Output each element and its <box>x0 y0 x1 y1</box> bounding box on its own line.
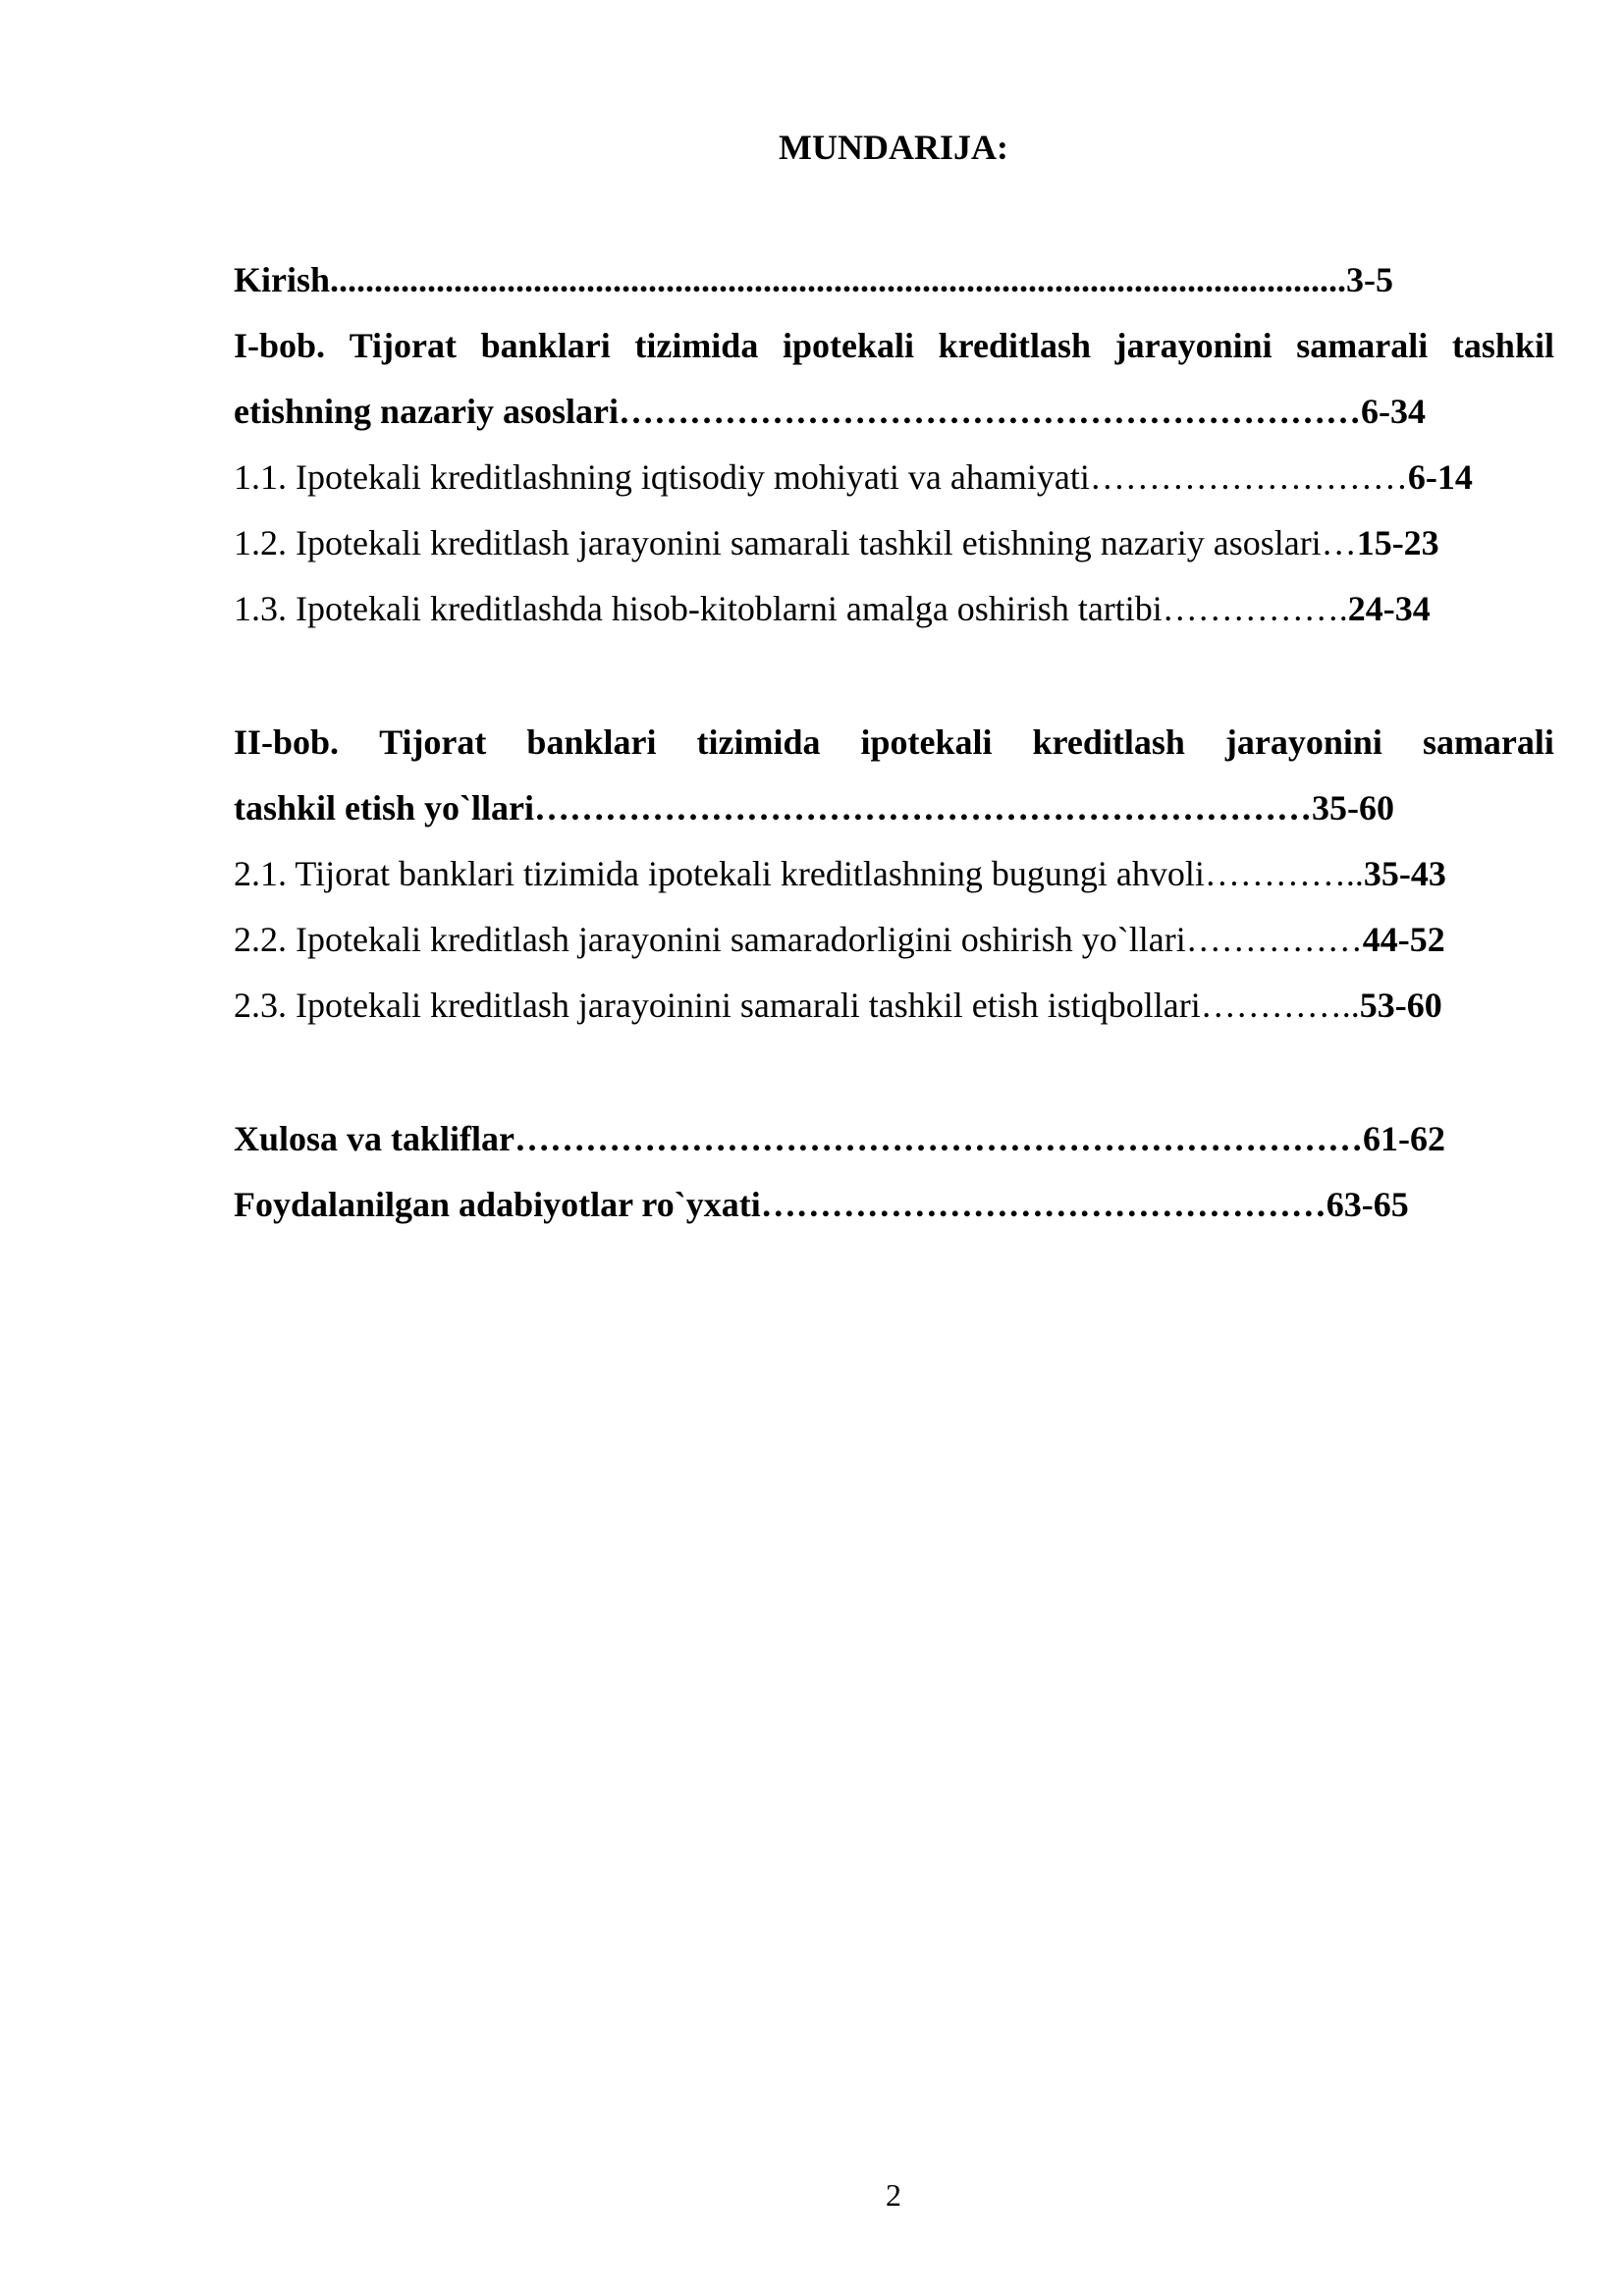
toc-entry-pages: 6-14 <box>1407 457 1473 497</box>
toc-section-2-1[interactable] <box>234 852 1446 895</box>
toc-entry-label: 1.1. Ipotekali kreditlashning iqtisodiy mohiyati va ahamiyati……………………… <box>234 457 1408 497</box>
toc-entry-pages: 24-34 <box>1347 589 1431 628</box>
toc-section-2-2[interactable] <box>234 918 1445 961</box>
toc-section-1-3[interactable] <box>234 587 1431 630</box>
toc-entry-label: Xulosa va takliflar……………………………………………………………… <box>234 1119 1364 1158</box>
heading-word: samarali <box>1422 722 1554 762</box>
heading-word: tizimida <box>696 722 821 762</box>
toc-section-1-2[interactable] <box>234 521 1439 564</box>
heading-word: samarali <box>1296 326 1429 365</box>
heading-word: tizimida <box>634 326 759 365</box>
toc-entry-label: 1.2. Ipotekali kreditlash jarayonini samarali tashkil etishning nazariy asoslari… <box>234 523 1357 562</box>
toc-entry-pages: 44-52 <box>1362 920 1445 959</box>
toc-entry-label: 2.1. Tijorat banklari tizimida ipotekali kreditlashning bugungi ahvoli………….. <box>234 854 1364 893</box>
heading-word: Tijorat <box>379 722 487 762</box>
toc-entry-label: Foydalanilgan adabiyotlar ro`yxati………………………………………… <box>234 1185 1326 1224</box>
toc-entry-label: etishning nazariy asoslari……………………………………………………… <box>234 392 1362 431</box>
toc-entry-pages: 61-62 <box>1363 1119 1446 1158</box>
toc-entry-label: 2.2. Ipotekali kreditlash jarayonini samaradorligini oshirish yo`llari…………… <box>234 920 1363 959</box>
heading-word: jarayonini <box>1224 722 1382 762</box>
heading-word: tashkil <box>1451 326 1554 365</box>
toc-entry-pages: 63-65 <box>1326 1185 1409 1224</box>
heading-word: banklari <box>480 326 611 365</box>
toc-entry-pages: 15-23 <box>1356 523 1439 562</box>
heading-word: ipotekali <box>860 722 993 762</box>
toc-entry-pages: 35-60 <box>1312 788 1395 828</box>
heading-word: ipotekali <box>782 326 914 365</box>
toc-entry-pages: 53-60 <box>1359 986 1442 1025</box>
toc-entry-pages: 35-43 <box>1363 854 1446 893</box>
toc-entry-label: tashkil etish yo`llari………………………………………………………… <box>234 788 1313 828</box>
toc-entry-pages: 6-34 <box>1361 392 1427 431</box>
toc-entry-pages: 3-5 <box>1346 260 1394 299</box>
toc-entry-label: Kirish................................................................................................................... <box>234 260 1347 299</box>
toc-chapter-2-heading[interactable] <box>234 721 1554 764</box>
heading-word: I-bob. <box>234 326 326 365</box>
heading-word: jarayonini <box>1114 326 1272 365</box>
toc-conclusion[interactable] <box>234 1117 1445 1160</box>
page-title: MUNDARIJA: <box>779 128 1008 167</box>
toc-entry-label: 1.3. Ipotekali kreditlashda hisob-kitoblarni amalga oshirish tartibi……………. <box>234 589 1348 628</box>
heading-word: kreditlash <box>938 326 1091 365</box>
toc-references[interactable] <box>234 1183 1409 1226</box>
heading-word: Tijorat <box>349 326 458 365</box>
toc-section-1-1[interactable] <box>234 455 1473 499</box>
toc-chapter-1-heading[interactable] <box>234 324 1554 367</box>
heading-word: kreditlash <box>1032 722 1185 762</box>
toc-chapter-2-heading-cont[interactable] <box>234 786 1394 829</box>
toc-entry-introduction[interactable] <box>234 258 1393 301</box>
toc-section-2-3[interactable] <box>234 984 1442 1027</box>
toc-entry-label: 2.3. Ipotekali kreditlash jarayoinini samarali tashkil etish istiqbollari………….. <box>234 986 1360 1025</box>
heading-word: II-bob. <box>234 722 340 762</box>
toc-chapter-1-heading-cont[interactable] <box>234 390 1426 433</box>
page-number: 2 <box>886 2177 901 2213</box>
heading-word: banklari <box>526 722 657 762</box>
